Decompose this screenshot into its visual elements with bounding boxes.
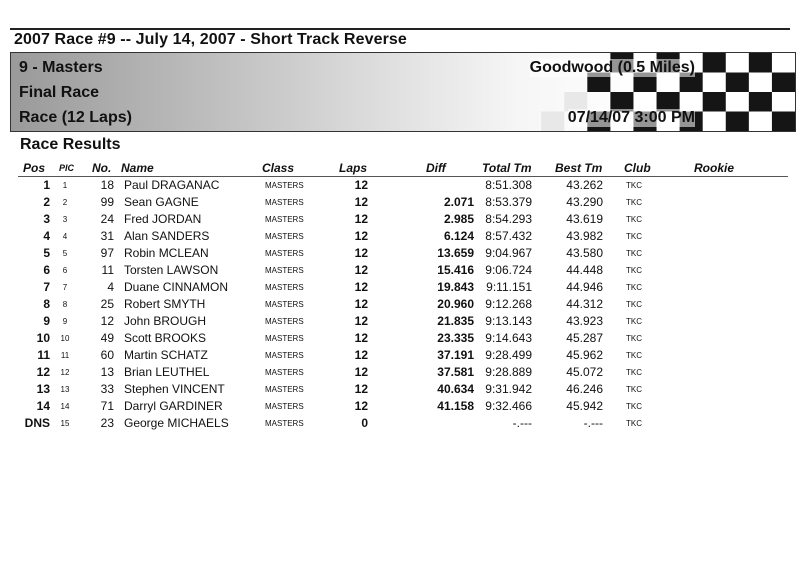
flag-square (749, 53, 772, 73)
table-row (0, 416, 800, 433)
table-row (0, 263, 800, 280)
pic-cell: 7 (62, 283, 68, 292)
driver-name-cell: Torsten LAWSON (124, 263, 219, 277)
header-divider (18, 176, 788, 177)
total-time-cell: 8:54.293 (485, 212, 532, 226)
pos-cell: 14 (36, 399, 50, 413)
kart-number-cell: 49 (100, 331, 114, 345)
pos-cell: 4 (43, 229, 50, 243)
laps-cell: 12 (354, 348, 368, 362)
total-time-cell: 9:14.643 (485, 331, 532, 345)
best-time-cell: 45.287 (566, 331, 603, 345)
best-time-cell: 43.982 (566, 229, 603, 243)
event-title: 2007 Race #9 -- July 14, 2007 - Short Track Reverse (14, 31, 407, 48)
total-time-cell: 9:04.967 (485, 246, 532, 260)
class-cell: MASTERS (265, 181, 304, 190)
pic-cell: 12 (60, 368, 70, 377)
best-time-cell: 43.290 (566, 195, 603, 209)
class-cell: MASTERS (265, 419, 304, 428)
col-no: No. (92, 161, 112, 175)
table-row (0, 314, 800, 331)
diff-cell: 19.843 (437, 280, 474, 294)
table-row (0, 178, 800, 195)
track-name: Goodwood (0.5 Miles) (529, 59, 695, 76)
pic-cell: 1 (62, 181, 68, 190)
pos-cell: 1 (43, 178, 50, 192)
laps-cell: 12 (354, 331, 368, 345)
pos-cell: DNS (24, 416, 50, 430)
pos-cell: 9 (43, 314, 50, 328)
flag-square (726, 73, 749, 93)
club-cell: TKC (626, 181, 642, 190)
driver-name-cell: Fred JORDAN (124, 212, 202, 226)
laps-cell: 12 (354, 246, 368, 260)
pic-cell: 6 (62, 266, 68, 275)
pos-cell: 3 (43, 212, 50, 226)
kart-number-cell: 12 (100, 314, 114, 328)
table-row (0, 348, 800, 365)
best-time-cell: 46.246 (566, 382, 603, 396)
col-name: Name (121, 161, 154, 175)
class-cell: MASTERS (265, 334, 304, 343)
total-time-cell: 8:53.379 (485, 195, 532, 209)
laps-cell: 12 (354, 212, 368, 226)
best-time-cell: 45.072 (566, 365, 603, 379)
driver-name-cell: Duane CINNAMON (124, 280, 229, 294)
best-time-cell: -.--- (583, 416, 603, 430)
best-time-cell: 44.312 (566, 297, 603, 311)
flag-square (749, 92, 772, 112)
total-time-cell: 9:31.942 (485, 382, 532, 396)
results-heading: Race Results (20, 136, 121, 153)
laps-cell: 12 (354, 263, 368, 277)
flag-square (541, 112, 564, 132)
col-diff: Diff (426, 161, 446, 175)
club-cell: TKC (626, 249, 642, 258)
club-cell: TKC (626, 317, 642, 326)
laps-cell: 12 (354, 178, 368, 192)
col-rookie: Rookie (694, 161, 735, 175)
kart-number-cell: 11 (101, 263, 114, 277)
class-cell: MASTERS (265, 215, 304, 224)
club-cell: TKC (626, 334, 642, 343)
table-row (0, 382, 800, 399)
driver-name-cell: Sean GAGNE (124, 195, 199, 209)
pic-cell: 8 (62, 300, 68, 309)
pic-cell: 5 (62, 249, 68, 258)
laps-cell: 12 (354, 297, 368, 311)
race-date-time: 07/14/07 3:00 PM (567, 109, 695, 126)
pos-cell: 13 (36, 382, 50, 396)
diff-cell: 37.581 (437, 365, 474, 379)
best-time-cell: 44.448 (566, 263, 603, 277)
pic-cell: 3 (62, 215, 68, 224)
club-cell: TKC (626, 266, 642, 275)
club-cell: TKC (626, 300, 642, 309)
class-cell: MASTERS (265, 283, 304, 292)
flag-square (772, 73, 795, 93)
table-row (0, 246, 800, 263)
club-cell: TKC (626, 232, 642, 241)
header-banner (10, 52, 796, 132)
driver-name-cell: Paul DRAGANAC (124, 178, 220, 192)
best-time-cell: 43.262 (566, 178, 603, 192)
driver-name-cell: Brian LEUTHEL (124, 365, 210, 379)
diff-cell: 2.071 (443, 195, 474, 209)
best-time-cell: 43.619 (566, 212, 603, 226)
flag-square (703, 92, 726, 112)
class-cell: MASTERS (265, 300, 304, 309)
club-cell: TKC (626, 402, 642, 411)
total-time-cell: 9:13.143 (485, 314, 532, 328)
driver-name-cell: Robert SMYTH (124, 297, 206, 311)
pos-cell: 10 (36, 331, 50, 345)
table-row (0, 331, 800, 348)
table-row (0, 297, 800, 314)
total-time-cell: 9:28.889 (485, 365, 532, 379)
table-row (0, 229, 800, 246)
kart-number-cell: 60 (100, 348, 114, 362)
class-title: 9 - Masters (19, 59, 103, 76)
club-cell: TKC (626, 419, 642, 428)
class-cell: MASTERS (265, 198, 304, 207)
laps-cell: 12 (354, 195, 368, 209)
kart-number-cell: 33 (100, 382, 114, 396)
kart-number-cell: 25 (100, 297, 114, 311)
club-cell: TKC (626, 385, 642, 394)
kart-number-cell: 71 (100, 399, 114, 413)
class-cell: MASTERS (265, 351, 304, 360)
best-time-cell: 43.580 (566, 246, 603, 260)
pic-cell: 2 (62, 198, 68, 207)
driver-name-cell: Scott BROOKS (124, 331, 207, 345)
diff-cell: 37.191 (437, 348, 474, 362)
laps-cell: 12 (354, 280, 368, 294)
best-time-cell: 43.923 (566, 314, 603, 328)
total-time-cell: 9:28.499 (485, 348, 532, 362)
pic-cell: 15 (60, 419, 70, 428)
pic-cell: 9 (62, 317, 68, 326)
pic-cell: 13 (60, 385, 70, 394)
diff-cell: 41.158 (437, 399, 474, 413)
laps-cell: 0 (361, 416, 368, 430)
diff-cell: 21.835 (437, 314, 474, 328)
table-row (0, 399, 800, 416)
class-cell: MASTERS (265, 232, 304, 241)
col-best: Best Tm (555, 161, 603, 175)
class-cell: MASTERS (265, 266, 304, 275)
total-time-cell: 9:11.151 (486, 280, 532, 294)
laps-cell: 12 (354, 365, 368, 379)
kart-number-cell: 24 (100, 212, 114, 226)
col-pic: PIC (59, 163, 75, 173)
kart-number-cell: 18 (100, 178, 114, 192)
session-title: Final Race (19, 84, 100, 101)
pos-cell: 6 (43, 263, 50, 277)
kart-number-cell: 4 (107, 280, 114, 294)
club-cell: TKC (626, 198, 642, 207)
class-cell: MASTERS (265, 249, 304, 258)
total-time-cell: 9:12.268 (485, 297, 532, 311)
kart-number-cell: 99 (100, 195, 114, 209)
best-time-cell: 45.962 (566, 348, 603, 362)
col-laps: Laps (339, 161, 368, 175)
table-row (0, 365, 800, 382)
class-cell: MASTERS (265, 385, 304, 394)
club-cell: TKC (626, 351, 642, 360)
driver-name-cell: Robin MCLEAN (124, 246, 209, 260)
col-class: Class (262, 161, 295, 175)
driver-name-cell: John BROUGH (124, 314, 207, 328)
diff-cell: 15.416 (437, 263, 474, 277)
laps-cell: 12 (354, 229, 368, 243)
driver-name-cell: Alan SANDERS (124, 229, 210, 243)
diff-cell: 13.659 (437, 246, 474, 260)
driver-name-cell: Martin SCHATZ (124, 348, 208, 362)
class-cell: MASTERS (265, 317, 304, 326)
col-club: Club (624, 161, 651, 175)
pic-cell: 4 (62, 232, 68, 241)
kart-number-cell: 31 (100, 229, 114, 243)
table-row (0, 195, 800, 212)
total-time-cell: 8:51.308 (485, 178, 532, 192)
class-cell: MASTERS (265, 368, 304, 377)
best-time-cell: 45.942 (566, 399, 603, 413)
laps-cell: 12 (354, 382, 368, 396)
flag-square (703, 53, 726, 73)
diff-cell: 2.985 (443, 212, 474, 226)
col-pos: Pos (23, 161, 46, 175)
flag-square (726, 112, 749, 132)
table-row (0, 212, 800, 229)
driver-name-cell: George MICHAELS (124, 416, 229, 430)
pos-cell: 5 (43, 246, 50, 260)
pos-cell: 7 (43, 280, 50, 294)
total-time-cell: -.--- (512, 416, 532, 430)
title-rule (10, 28, 790, 30)
driver-name-cell: Stephen VINCENT (124, 382, 225, 396)
driver-name-cell: Darryl GARDINER (124, 399, 223, 413)
best-time-cell: 44.946 (566, 280, 603, 294)
pos-cell: 12 (36, 365, 50, 379)
table-row (0, 280, 800, 297)
class-cell: MASTERS (265, 402, 304, 411)
pic-cell: 11 (60, 351, 70, 360)
diff-cell: 6.124 (443, 229, 474, 243)
club-cell: TKC (626, 283, 642, 292)
pos-cell: 8 (43, 297, 50, 311)
col-total: Total Tm (482, 161, 532, 175)
total-time-cell: 9:32.466 (485, 399, 532, 413)
laps-cell: 12 (354, 399, 368, 413)
total-time-cell: 8:57.432 (485, 229, 532, 243)
club-cell: TKC (626, 215, 642, 224)
diff-cell: 20.960 (437, 297, 474, 311)
pic-cell: 10 (60, 334, 70, 343)
kart-number-cell: 13 (100, 365, 114, 379)
pic-cell: 14 (60, 402, 70, 411)
laps-cell: 12 (354, 314, 368, 328)
kart-number-cell: 23 (100, 416, 114, 430)
diff-cell: 23.335 (437, 331, 474, 345)
kart-number-cell: 97 (100, 246, 114, 260)
pos-cell: 11 (37, 348, 50, 362)
flag-square (772, 112, 795, 132)
total-time-cell: 9:06.724 (485, 263, 532, 277)
race-laps: Race (12 Laps) (19, 109, 132, 126)
club-cell: TKC (626, 368, 642, 377)
pos-cell: 2 (43, 195, 50, 209)
diff-cell: 40.634 (437, 382, 474, 396)
